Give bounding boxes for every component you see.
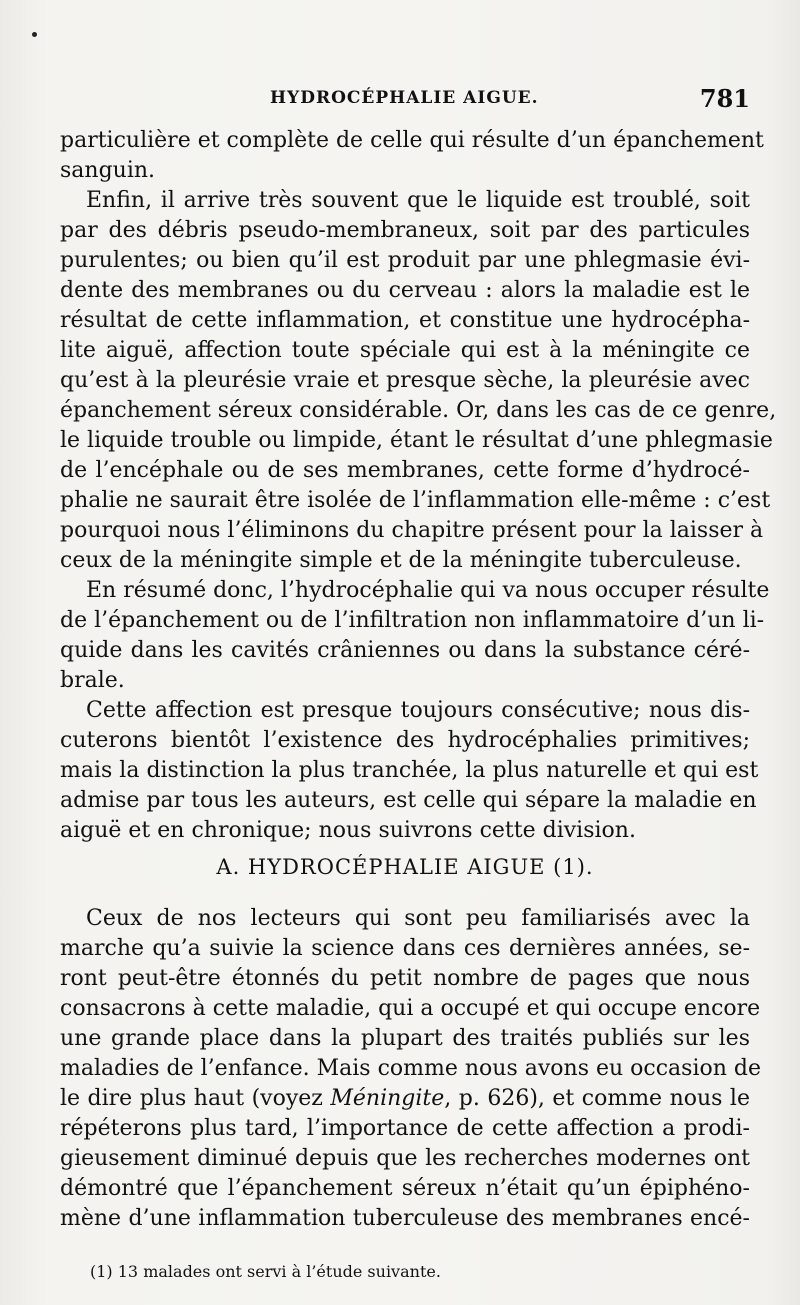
text-line-with-reference (60, 1084, 750, 1114)
text-line: pourquoi nous l’éliminons du chapitre présent pour la laisser à (60, 518, 764, 543)
footnote: (1) 13 malades ont servi à l’étude suivante. (90, 1262, 441, 1281)
section-heading: A. HYDROCÉPHALIE AIGUE (1). (216, 855, 594, 879)
text-line: gieusement diminué depuis que les recherches modernes ont (60, 1146, 750, 1171)
text-line: ceux de la méningite simple et de la méningite tuberculeuse. (60, 548, 742, 573)
text-line: En résumé donc, l’hydrocéphalie qui va nous occuper résulte (86, 578, 770, 603)
text-line: une grande place dans la plupart des traités publiés sur les (60, 1026, 750, 1051)
text-line: mais la distinction la plus tranchée, la plus naturelle et qui est (60, 758, 759, 783)
page-header (60, 84, 750, 122)
page-number: 781 (699, 84, 750, 113)
text-line: démontré que l’épanchement séreux n’était qu’un épiphéno- (60, 1176, 750, 1201)
text-line: marche qu’a suivie la science dans ces dernières années, se- (60, 936, 750, 961)
text-line: phalie ne saurait être isolée de l’inflammation elle-même : c’est (60, 488, 771, 513)
text-line: Ceux de nos lecteurs qui sont peu familiarisés avec la (86, 906, 750, 931)
text-segment: , p. 626), et comme nous le (444, 1086, 750, 1111)
text-line: de l’épanchement ou de l’infiltration non inflammatoire d’un li- (60, 608, 765, 633)
text-segment: le dire plus haut (voyez (60, 1086, 331, 1111)
text-line: de l’encéphale ou de ses membranes, cette forme d’hydrocé- (60, 458, 750, 483)
ink-speck (32, 32, 37, 37)
text-line: Cette affection est presque toujours consécutive; nous dis- (86, 698, 750, 723)
text-line: quide dans les cavités crâniennes ou dans la substance céré- (60, 638, 750, 663)
text-line: résultat de cette inflammation, et constitue une hydrocépha- (60, 308, 750, 333)
text-line: par des débris pseudo-membraneux, soit par des particules (60, 218, 750, 243)
text-line: qu’est à la pleurésie vraie et presque sèche, la pleurésie avec (60, 368, 750, 393)
text-line: particulière et complète de celle qui résulte d’un épanchement (60, 128, 764, 153)
text-line: admise par tous les auteurs, est celle qui sépare la maladie en (60, 788, 757, 813)
text-line: dente des membranes ou du cerveau : alors la maladie est le (60, 278, 750, 303)
text-line: lite aiguë, affection toute spéciale qui est à la méningite ce (60, 338, 750, 363)
text-line: cuterons bientôt l’existence des hydrocéphalies primitives; (60, 728, 750, 753)
text-line: purulentes; ou bien qu’il est produit par une phlegmasie évi- (60, 248, 750, 273)
text-line: mène d’une inflammation tuberculeuse des membranes encé- (60, 1206, 750, 1231)
text-line: consacrons à cette maladie, qui a occupé et qui occupe encore (60, 996, 761, 1021)
running-title: HYDROCÉPHALIE AIGUE. (270, 88, 539, 108)
text-line: le liquide trouble ou limpide, étant le résultat d’une phlegmasie (60, 428, 773, 453)
text-line: ront peut-être étonnés du petit nombre de pages que nous (60, 966, 750, 991)
text-line: répéterons plus tard, l’importance de cette affection a prodi- (60, 1116, 750, 1141)
text-line: maladies de l’enfance. Mais comme nous avons eu occasion de (60, 1056, 762, 1081)
text-line: épanchement séreux considérable. Or, dans les cas de ce genre, (60, 398, 777, 423)
text-line: brale. (60, 668, 125, 693)
cross-reference: Méningite (330, 1086, 445, 1111)
text-line: aiguë et en chronique; nous suivrons cette division. (60, 818, 636, 843)
text-line: Enfin, il arrive très souvent que le liquide est troublé, soit (86, 188, 750, 213)
text-line: sanguin. (60, 158, 156, 183)
